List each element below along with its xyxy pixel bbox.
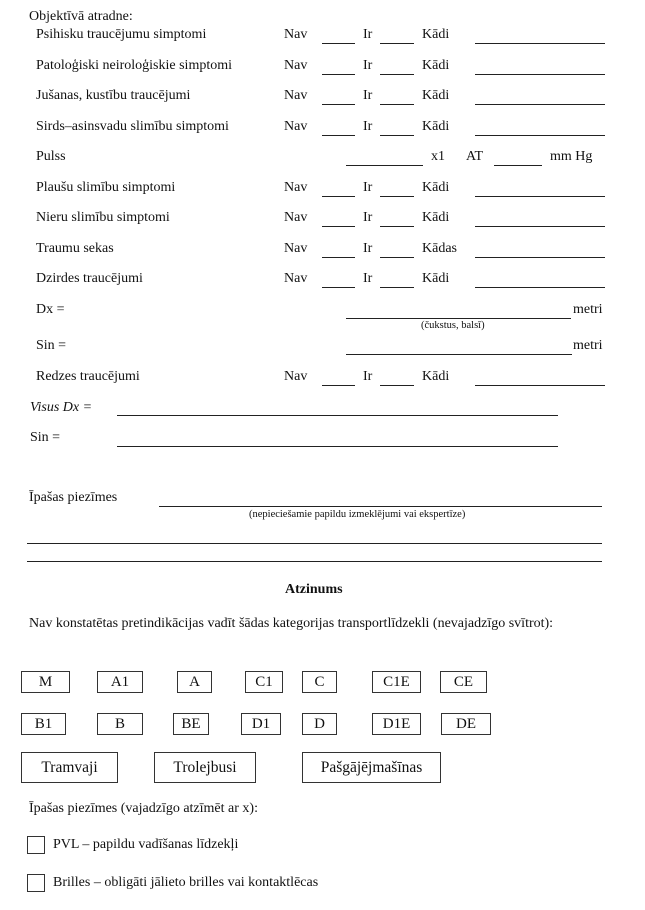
which-input[interactable] (475, 226, 605, 227)
nav-label: Nav (284, 119, 308, 134)
which-label: Kādas (422, 241, 457, 256)
ir-input[interactable] (380, 74, 414, 75)
nav-input[interactable] (322, 196, 355, 197)
vision-sin-label: Sin = (30, 430, 61, 445)
category-box[interactable]: C1 (245, 671, 283, 693)
section-title: Objektīvā atradne: (29, 9, 133, 24)
ir-label: Ir (363, 119, 373, 134)
finding-label: Jušanas, kustību traucējumi (36, 88, 191, 103)
vision-dx-input[interactable] (117, 415, 558, 416)
which-input[interactable] (475, 135, 605, 136)
nav-input[interactable] (322, 287, 355, 288)
nav-input[interactable] (322, 43, 355, 44)
category-box[interactable]: D1E (372, 713, 421, 735)
vision-sin-input[interactable] (117, 446, 558, 447)
category-box[interactable]: C1E (372, 671, 421, 693)
bp-label: AT (466, 149, 484, 164)
ir-input[interactable] (380, 385, 414, 386)
finding-label: Traumu sekas (36, 241, 114, 256)
which-label: Kādi (422, 27, 450, 42)
finding-label: Dzirdes traucējumi (36, 271, 143, 286)
category-box[interactable]: C (302, 671, 337, 693)
ir-label: Ir (363, 88, 373, 103)
hearing-dx-label: Dx = (36, 302, 65, 317)
glasses-label: Brilles – obligāti jālieto brilles vai kontaktlēcas (53, 875, 319, 890)
ir-label: Ir (363, 27, 373, 42)
category-box[interactable]: A (177, 671, 212, 693)
which-input[interactable] (475, 287, 605, 288)
vision-dx-label: Visus Dx = (30, 400, 93, 415)
notes-hint: (nepieciešamie papildu izmeklējumi vai ekspertīze) (249, 509, 466, 520)
nav-label: Nav (284, 27, 308, 42)
finding-label: Psihisku traucējumu simptomi (36, 27, 207, 42)
which-label: Kādi (422, 210, 450, 225)
finding-label: Sirds–asinsvadu slimību simptomi (36, 119, 229, 134)
nav-label: Nav (284, 271, 308, 286)
notes-label: Īpašas piezīmes (29, 490, 118, 505)
category-box[interactable]: Pašgājējmašīnas (302, 752, 441, 783)
ir-label: Ir (363, 58, 373, 73)
notes-input[interactable] (159, 506, 602, 507)
ir-label: Ir (363, 180, 373, 195)
finding-label: Nieru slimību simptomi (36, 210, 170, 225)
finding-label: Plaušu slimību simptomi (36, 180, 176, 195)
pvl-label: PVL – papildu vadīšanas līdzekļi (53, 837, 239, 852)
hearing-dx-input[interactable] (346, 318, 571, 319)
category-box[interactable]: DE (441, 713, 491, 735)
ir-label: Ir (363, 241, 373, 256)
ir-input[interactable] (380, 257, 414, 258)
ir-label: Ir (363, 271, 373, 286)
which-label: Kādi (422, 88, 450, 103)
ir-input[interactable] (380, 287, 414, 288)
which-label: Kādi (422, 58, 450, 73)
which-label: Kādi (422, 369, 450, 384)
nav-label: Nav (284, 180, 308, 195)
which-label: Kādi (422, 180, 450, 195)
which-input[interactable] (475, 104, 605, 105)
category-box[interactable]: A1 (97, 671, 143, 693)
notes-line-2[interactable] (27, 543, 602, 544)
bp-input[interactable] (494, 165, 542, 166)
conclusion-text: Nav konstatētas pretindikācijas vadīt šādas kategorijas transportlīdzekli (nevajadzīgo svītrot): (29, 616, 554, 631)
finding-label: Patoloģiski neiroloģiskie simptomi (36, 58, 232, 73)
hearing-sin-unit: metri (573, 338, 603, 353)
finding-label: Redzes traucējumi (36, 369, 140, 384)
nav-input[interactable] (322, 385, 355, 386)
ir-label: Ir (363, 369, 373, 384)
pulse-unit: x1 (431, 149, 445, 164)
nav-input[interactable] (322, 226, 355, 227)
category-box[interactable]: D (302, 713, 337, 735)
category-box[interactable]: D1 (241, 713, 281, 735)
ir-input[interactable] (380, 43, 414, 44)
nav-label: Nav (284, 58, 308, 73)
nav-label: Nav (284, 210, 308, 225)
nav-label: Nav (284, 241, 308, 256)
nav-label: Nav (284, 369, 308, 384)
which-input[interactable] (475, 43, 605, 44)
nav-input[interactable] (322, 74, 355, 75)
nav-label: Nav (284, 88, 308, 103)
nav-input[interactable] (322, 104, 355, 105)
bp-unit: mm Hg (550, 149, 593, 164)
ir-label: Ir (363, 210, 373, 225)
which-input[interactable] (475, 257, 605, 258)
category-box[interactable]: CE (440, 671, 487, 693)
hearing-hint: (čukstus, balsī) (421, 320, 485, 331)
category-box[interactable]: BE (173, 713, 209, 735)
which-label: Kādi (422, 119, 450, 134)
notes-line-3[interactable] (27, 561, 602, 562)
hearing-sin-label: Sin = (36, 338, 67, 353)
category-box[interactable]: B1 (21, 713, 66, 735)
category-box[interactable]: M (21, 671, 70, 693)
ir-input[interactable] (380, 196, 414, 197)
special-notes-label: Īpašas piezīmes (vajadzīgo atzīmēt ar x): (29, 801, 258, 816)
pulse-input[interactable] (346, 165, 423, 166)
ir-input[interactable] (380, 226, 414, 227)
category-box[interactable]: Trolejbusi (154, 752, 256, 783)
hearing-sin-input[interactable] (346, 354, 572, 355)
category-box[interactable]: Tramvaji (21, 752, 118, 783)
glasses-checkbox[interactable] (27, 874, 45, 892)
hearing-dx-unit: metri (573, 302, 603, 317)
which-input[interactable] (475, 74, 605, 75)
which-label: Kādi (422, 271, 450, 286)
ir-input[interactable] (380, 135, 414, 136)
which-input[interactable] (475, 385, 605, 386)
pvl-checkbox[interactable] (27, 836, 45, 854)
which-input[interactable] (475, 196, 605, 197)
category-box[interactable]: B (97, 713, 143, 735)
nav-input[interactable] (322, 135, 355, 136)
ir-input[interactable] (380, 104, 414, 105)
conclusion-title: Atzinums (285, 582, 343, 597)
nav-input[interactable] (322, 257, 355, 258)
pulse-label: Pulss (36, 149, 66, 164)
